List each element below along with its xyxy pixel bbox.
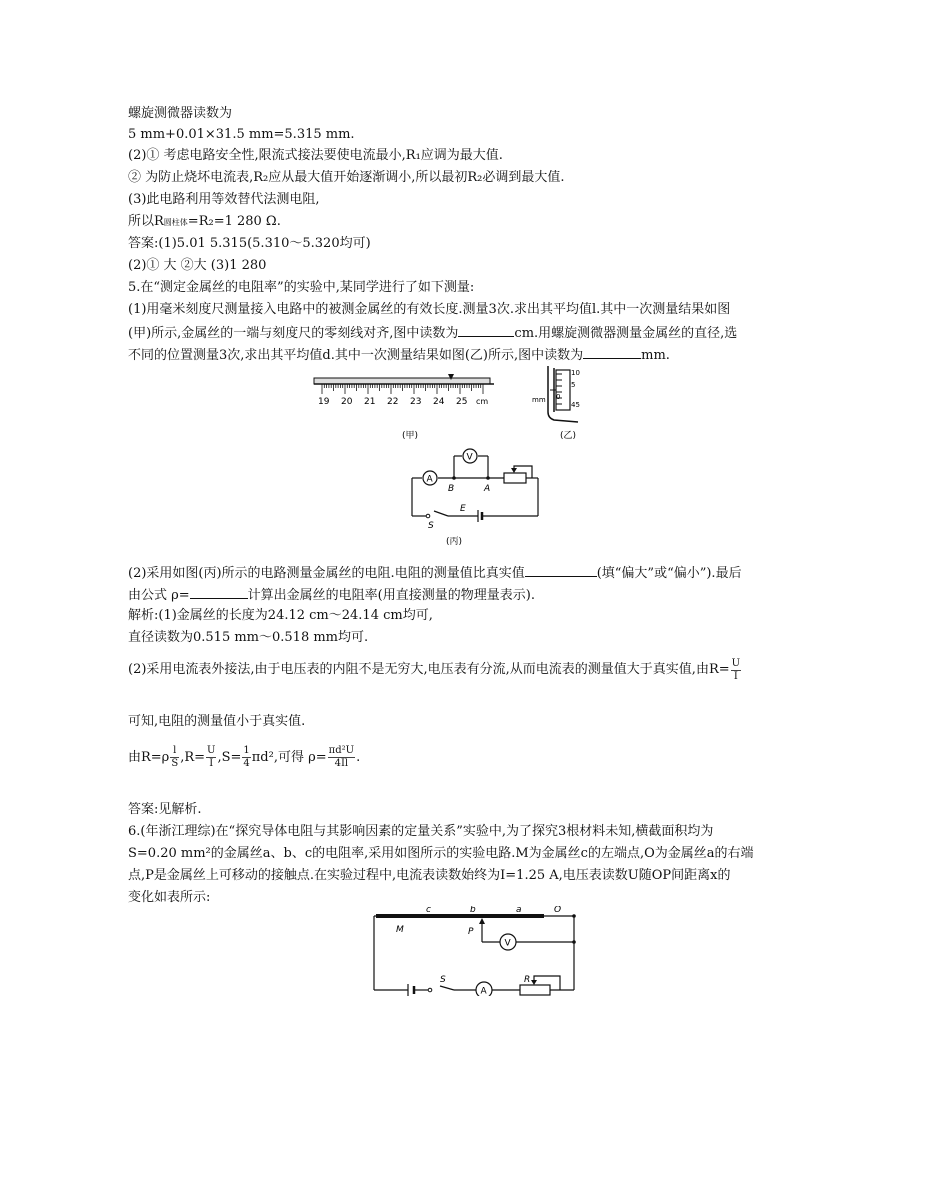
text-line: (2)① 考虑电路安全性,限流式接法要使电流最小,R₁应调为最大值. [128, 148, 503, 163]
text-seg: (2)采用如图(丙)所示的电路测量金属丝的电阻.电阻的测量值比真实值 [128, 566, 525, 581]
tick-label: 20 [341, 397, 353, 407]
text-line: (2)① 大 ②大 (3)1 280 [128, 258, 267, 273]
text-seg: 由R=ρ [128, 750, 170, 765]
text-seg: 不同的位置测量3次,求出其平均值d.其中一次测量结果如图(乙)所示,图中读数为 [128, 348, 584, 363]
text-line: 螺旋测微器读数为 [128, 106, 233, 121]
fraction-l-over-s [170, 745, 179, 770]
text-line [128, 562, 742, 584]
text-seg: 计算出金属丝的电阻率(用直接测量的物理量表示). [247, 588, 535, 603]
text-line: 变化如表所示: [128, 890, 211, 905]
scale-label: 45 [571, 401, 580, 409]
wire-rod [314, 378, 490, 384]
fraction-one-quarter [242, 745, 250, 770]
text-line [128, 660, 742, 683]
circuit-bing-figure [404, 446, 554, 550]
wire-a-label: a [516, 906, 522, 915]
rheostat-label: R [524, 975, 531, 985]
text-seg: mm. [641, 348, 670, 363]
text-seg: cm.用螺旋测微器测量金属丝的直径,选 [514, 326, 738, 341]
denominator: I [209, 758, 214, 769]
question-6-title: 6.(年浙江理综)在“探究导体电阻与其影响因素的定量关系”实验中,为了探究3根材料未知,横截面积均为 [128, 824, 714, 839]
text-seg: ,S= [217, 750, 242, 765]
ruler-figure [308, 372, 500, 444]
numerator: l [170, 745, 179, 758]
tick-label: 25 [456, 397, 468, 407]
denominator: S [171, 758, 179, 769]
numerator: 1 [243, 745, 250, 756]
denominator: 4 [243, 758, 250, 769]
numerator: U [731, 658, 741, 669]
tick-label: 22 [387, 397, 399, 407]
fraction-u-over-i [206, 745, 216, 770]
formula-line [128, 745, 360, 770]
text-line [128, 584, 535, 606]
tick-label: 24 [433, 397, 445, 407]
answer-blank [583, 344, 641, 359]
fraction-u-over-i [731, 658, 741, 683]
switch-label: S [440, 975, 446, 985]
answer-blank [190, 584, 248, 599]
tick-label: 21 [364, 397, 376, 407]
scale-label: 10 [571, 369, 580, 377]
text-line: ② 为防止烧坏电流表,R₂应从最大值开始逐渐调小,所以最初R₂必调到最大值. [128, 170, 565, 185]
point-m-label: M [396, 925, 404, 935]
denominator: 4Il [334, 758, 349, 769]
text-seg: 所以R [128, 214, 164, 229]
voltmeter-label: V [466, 452, 473, 463]
ammeter-label: A [426, 474, 433, 485]
caption: (乙) [560, 431, 577, 441]
ammeter-label: A [480, 986, 487, 996]
text-line: 5 mm+0.01×31.5 mm=5.315 mm. [128, 127, 355, 142]
text-line: 解析:(1)金属丝的长度为24.12 cm～24.14 cm均可, [128, 608, 433, 623]
point-b-label: B [448, 484, 455, 494]
scale-label: 5 [571, 381, 576, 389]
text-line: (3)此电路利用等效替代法测电阻, [128, 192, 320, 207]
text-line: 点,P是金属丝上可移动的接触点.在实验过程中,电流表读数始终为I=1.25 A,电压表读数U随OP间距离x的 [128, 868, 731, 883]
point-p-label: P [468, 927, 474, 937]
text-line: 答案:(1)5.01 5.315(5.310～5.320均可) [128, 236, 371, 251]
denominator: I [733, 671, 738, 682]
text-seg: 由公式 ρ= [128, 588, 190, 603]
text-line: 直径读数为0.515 mm～0.518 mm均可. [128, 630, 369, 645]
answer-blank [525, 562, 597, 577]
scale-label: 0 [556, 393, 561, 401]
caption: (甲) [402, 431, 419, 441]
text-seg: ,R= [180, 750, 206, 765]
fraction-rho-result [328, 745, 355, 770]
text-seg: =R₂=1 280 Ω. [187, 214, 281, 229]
circuit-q6-figure [370, 906, 584, 996]
text-line: S=0.20 mm²的金属丝a、b、c的电阻率,采用如图所示的实验电路.M为金属丝c的左端点,O为金属丝a的右端 [128, 846, 754, 861]
point-o-label: O [554, 906, 562, 915]
wire-c-label: c [426, 906, 431, 915]
caption: (丙) [446, 537, 463, 547]
unit-label: cm [476, 397, 489, 406]
switch-label: S [428, 521, 434, 531]
tick-label: 19 [318, 397, 330, 407]
unit-label: mm [532, 396, 546, 404]
text-seg: (填“偏大”或“偏小”).最后 [596, 566, 742, 581]
text-line: 答案:见解析. [128, 802, 202, 817]
numerator: U [207, 745, 216, 756]
voltmeter-label: V [504, 938, 511, 949]
text-seg: (甲)所示,金属丝的一端与刻度尺的零刻线对齐,图中读数为 [128, 326, 459, 341]
wire-b-label: b [470, 906, 476, 915]
text-line: 可知,电阻的测量值小于真实值. [128, 714, 306, 729]
answer-blank [458, 322, 514, 337]
text-seg: . [356, 750, 361, 765]
battery-label: E [460, 504, 466, 514]
micrometer-figure [532, 362, 604, 444]
text-line [128, 212, 281, 233]
text-seg: (2)采用电流表外接法,由于电压表的内阻不是无穷大,电压表有分流,从而电流表的测量值大于真实值,由R= [128, 662, 730, 677]
text-line [128, 322, 737, 344]
tick-label: 23 [410, 397, 422, 407]
text-seg: πd²,可得 ρ= [251, 750, 327, 765]
numerator: πd²U [328, 745, 355, 756]
point-a-label: A [484, 484, 491, 494]
question-5-title: 5.在“测定金属丝的电阻率”的实验中,某同学进行了如下测量: [128, 280, 475, 295]
text-line: (1)用毫米刻度尺测量接入电路中的被测金属丝的有效长度.测量3次.求出其平均值l.其中一次测量结果如图 [128, 302, 731, 317]
subscript: 圆柱体 [163, 218, 188, 227]
